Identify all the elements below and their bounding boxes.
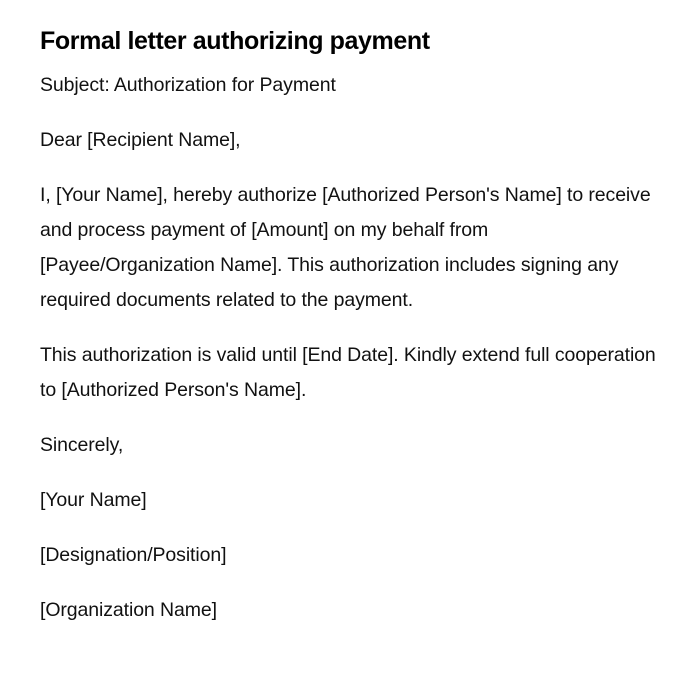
closing: Sincerely, <box>40 434 124 456</box>
body-paragraph-authorization: I, [Your Name], hereby authorize [Authorized Person's Name] to receive and process payment of [Amount] on my behalf from [Payee/Organization Name]. This authorization includes signing any required documents related to the payment. <box>40 184 651 311</box>
signature-name: [Your Name] <box>40 489 147 511</box>
signature-designation: [Designation/Position] <box>40 544 227 566</box>
body-paragraph-validity: This authorization is valid until [End Date]. Kindly extend full cooperation to [Authorized Person's Name]. <box>40 344 656 401</box>
subject-line: Subject: Authorization for Payment <box>40 74 336 96</box>
document-title: Formal letter authorizing payment <box>40 27 430 55</box>
salutation: Dear [Recipient Name], <box>40 129 241 151</box>
signature-organization: [Organization Name] <box>40 599 217 621</box>
